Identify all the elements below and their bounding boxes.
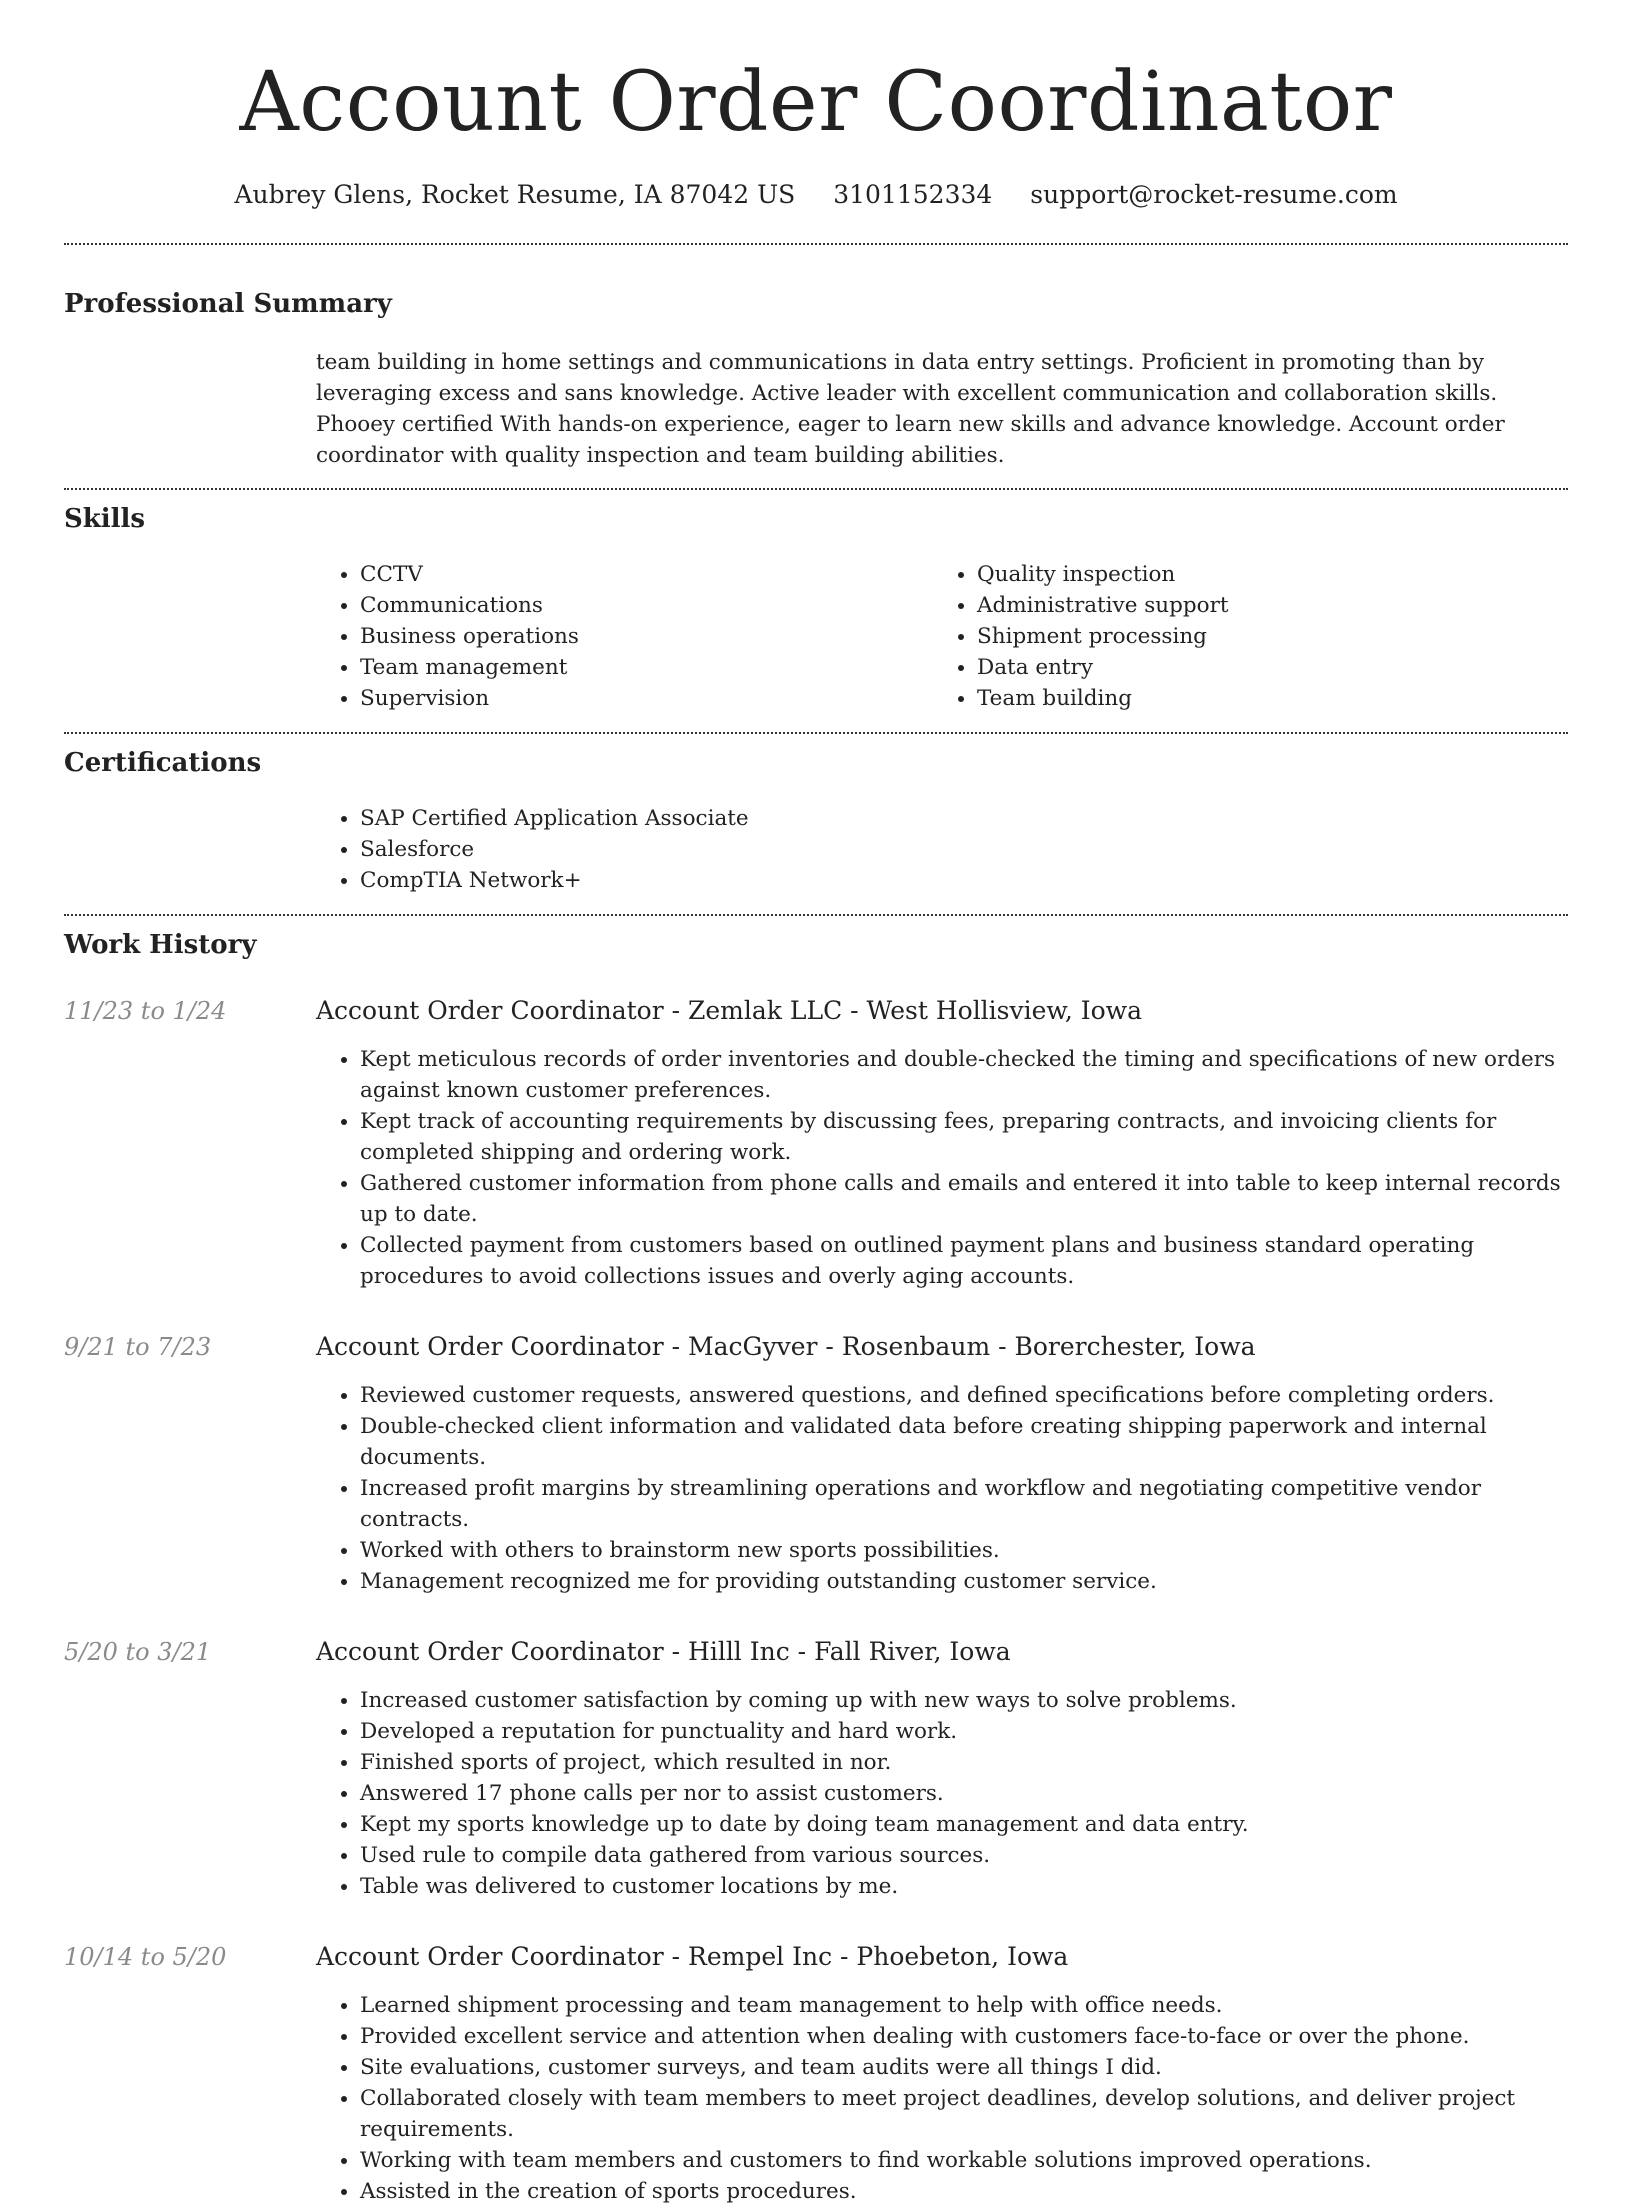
section-divider [64,243,1568,245]
skills-list [64,559,1568,732]
list-item: • Team management [360,652,933,683]
list-item: • Collected payment from customers based on outlined payment plans and business standard operating procedures to avoid collections issues and overly aging accounts. [360,1230,1568,1292]
list-item: • Business operations [360,621,933,652]
list-item: • CompTIA Network+ [360,865,1568,896]
job-bullet-list [316,1044,1568,1292]
list-item: • Working with team members and customers to find workable solutions improved operations. [360,2145,1568,2176]
list-item: • Communications [360,590,933,621]
list-item: • Reviewed customer requests, answered questions, and defined specifications before completing orders. [360,1380,1568,1411]
list-item: • Used rule to compile data gathered from various sources. [360,1840,1568,1871]
list-item: • Data entry [977,652,1550,683]
contact-address: Aubrey Glens, Rocket Resume, IA 87042 US [234,180,796,209]
job-dates: 10/14 to 5/20 [64,1943,227,1971]
certifications-heading: Certifications [64,748,262,778]
job-title: Account Order Coordinator - Zemlak LLC - West Hollisview, Iowa [316,996,1142,1025]
job-bullet-list [316,1685,1568,1902]
list-item: • Quality inspection [977,559,1550,590]
job-entry [64,1332,1568,1597]
job-bullet-list [316,1380,1568,1597]
list-item: • Increased profit margins by streamlining operations and workflow and negotiating competitive vendor contracts. [360,1473,1568,1535]
list-item: • Worked with others to brainstorm new sports possibilities. [360,1535,1568,1566]
list-item: • Double-checked client information and validated data before creating shipping paperwork and internal documents. [360,1411,1568,1473]
summary-text: team building in home settings and communications in data entry settings. Proficient in promoting than by leveraging excess and sans knowledge. Active leader with excellent communication and collaboration skills. Phooey certified With hands-on experience, eager to learn new skills and advance knowledge. Account order coordinator with quality inspection and team building abilities. [316,350,1505,468]
list-item: • Salesforce [360,834,1568,865]
list-item: • Kept track of accounting requirements by discussing fees, preparing contracts, and invoicing clients for completed shipping and ordering work. [360,1106,1568,1168]
job-entry [64,1637,1568,1902]
job-responsibilities [64,1044,1568,1292]
job-entry [64,1942,1568,2207]
list-item: • CCTV [360,559,933,590]
list-item: • Kept meticulous records of order inventories and double-checked the timing and specifications of new orders against known customer preferences. [360,1044,1568,1106]
job-dates: 5/20 to 3/21 [64,1638,212,1666]
resume-name: Account Order Coordinator [239,55,1393,150]
list-item: • Provided excellent service and attention when dealing with customers face-to-face or over the phone. [360,2021,1568,2052]
skills-left-list [316,559,933,714]
list-item: • Kept my sports knowledge up to date by doing team management and data entry. [360,1809,1568,1840]
certifications-list [64,803,1568,914]
list-item: • Management recognized me for providing outstanding customer service. [360,1566,1568,1597]
work-history-heading: Work History [64,930,257,960]
list-item: • Collaborated closely with team members to meet project deadlines, develop solutions, and deliver project requirements. [360,2083,1568,2145]
list-item: • Assisted in the creation of sports procedures. [360,2176,1568,2207]
section-divider [64,914,1568,916]
job-header [64,1942,1568,1971]
skills-right-list [933,559,1550,714]
contact-email: support@rocket-resume.com [1030,180,1398,209]
section-divider [64,732,1568,734]
job-header [64,1637,1568,1666]
skills-column-right [933,559,1550,714]
contact-phone: 3101152334 [833,180,993,209]
job-title: Account Order Coordinator - Rempel Inc - Phoebeton, Iowa [316,1942,1069,1971]
job-title: Account Order Coordinator - Hilll Inc - Fall River, Iowa [316,1637,1011,1666]
skills-heading: Skills [64,504,146,534]
list-item: • SAP Certified Application Associate [360,803,1568,834]
list-item: • Developed a reputation for punctuality and hard work. [360,1716,1568,1747]
job-responsibilities [64,1685,1568,1902]
summary-heading: Professional Summary [64,289,392,319]
certifications-items [316,803,1568,896]
list-item: • Administrative support [977,590,1550,621]
list-item: • Supervision [360,683,933,714]
list-item: • Learned shipment processing and team management to help with office needs. [360,1990,1568,2021]
list-item: • Answered 17 phone calls per nor to assist customers. [360,1778,1568,1809]
skills-column-left [316,559,933,714]
section-divider [64,488,1568,490]
list-item: • Increased customer satisfaction by coming up with new ways to solve problems. [360,1685,1568,1716]
job-dates: 11/23 to 1/24 [64,997,227,1025]
job-entry [64,996,1568,1292]
list-item: • Team building [977,683,1550,714]
work-history-list [64,996,1568,2207]
list-item: • Gathered customer information from phone calls and emails and entered it into table to keep internal records up to date. [360,1168,1568,1230]
job-dates: 9/21 to 7/23 [64,1333,212,1361]
contact-line [64,182,1568,207]
list-item: • Table was delivered to customer locations by me. [360,1871,1568,1902]
job-responsibilities [64,1380,1568,1597]
job-responsibilities [64,1990,1568,2207]
job-header [64,996,1568,1025]
job-header [64,1332,1568,1361]
job-title: Account Order Coordinator - MacGyver - Rosenbaum - Borerchester, Iowa [316,1332,1256,1361]
list-item: • Finished sports of project, which resulted in nor. [360,1747,1568,1778]
list-item: • Site evaluations, customer surveys, and team audits were all things I did. [360,2052,1568,2083]
job-bullet-list [316,1990,1568,2207]
list-item: • Shipment processing [977,621,1550,652]
